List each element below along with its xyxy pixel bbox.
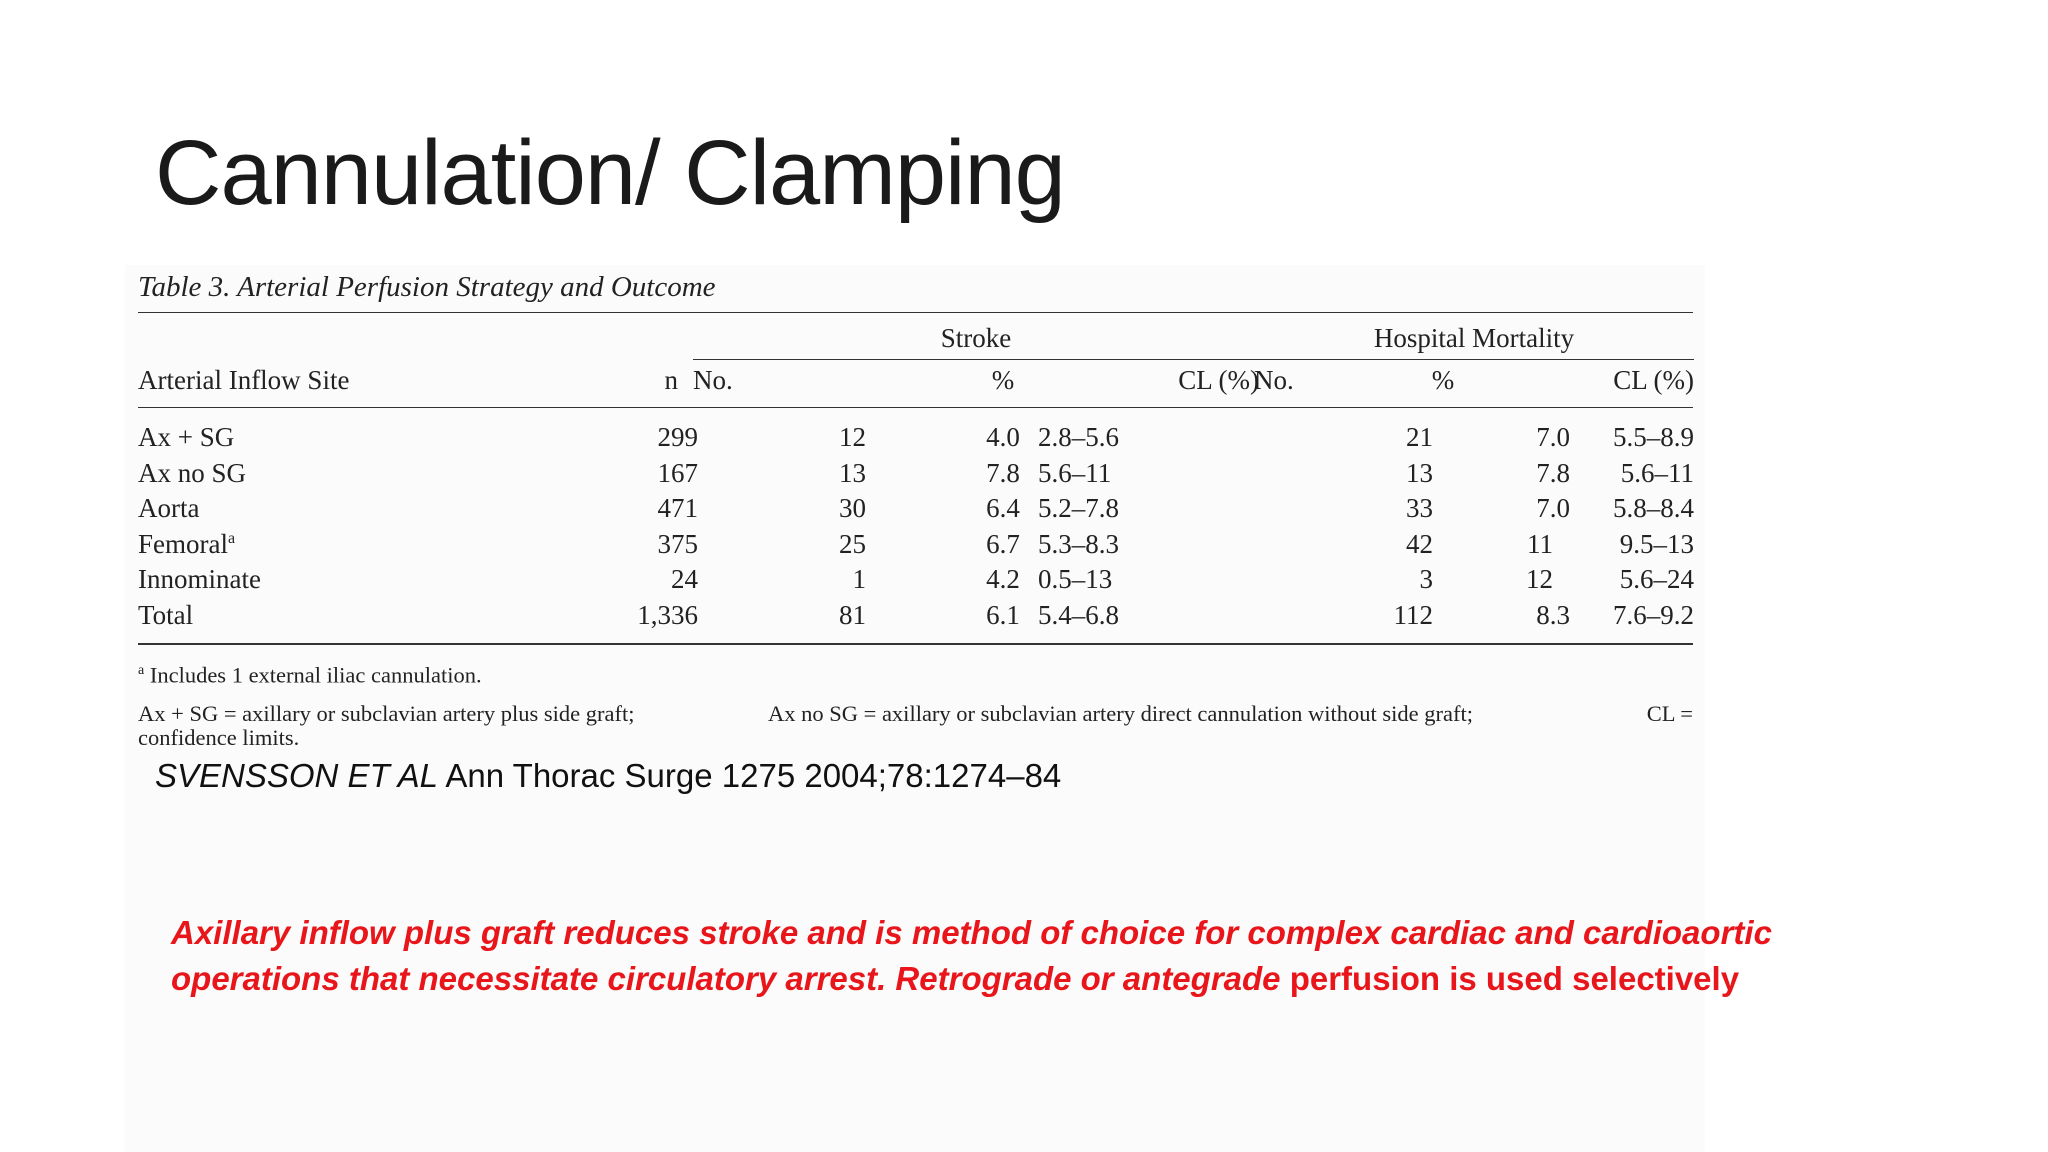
footnote-text: Includes 1 external iliac cannulation.	[149, 662, 482, 688]
cell-stroke-pct: 4.0	[986, 422, 1020, 452]
cell-mortality-cl: 5.5–8.9	[1613, 422, 1694, 452]
cell-stroke-cl: 5.2–7.8	[1038, 493, 1119, 523]
cell-site: Innominate	[138, 564, 261, 594]
table-row	[138, 456, 1693, 492]
cell-mortality-no: 21	[1406, 422, 1433, 452]
table-bottom-rule	[138, 643, 1693, 645]
cell-stroke-no: 13	[839, 457, 866, 488]
cell-stroke-no: 30	[839, 493, 866, 523]
cell-mortality-pct: 7.0	[1536, 422, 1570, 452]
cell-site-text: Femoral	[138, 528, 228, 559]
col-header-site: Arterial Inflow Site	[138, 365, 350, 395]
abbrev-cl-definition: confidence limits.	[138, 724, 300, 750]
cell-stroke-no: 12	[839, 422, 866, 452]
conclusion-italic: Axillary inflow plus graft reduces stroke and is method of choice for complex cardiac and cardioaortic operations that necessitate circulatory arrest. Retrograde or antegrade	[171, 914, 1772, 997]
cell-site: Ax no SG	[138, 457, 247, 488]
cell-stroke-pct: 6.7	[986, 528, 1020, 559]
cell-mortality-pct: 8.3	[1536, 599, 1570, 630]
cell-stroke-cl: 0.5–13	[1038, 564, 1113, 594]
col-header-stroke-cl: CL (%)	[1178, 365, 1259, 395]
group-stroke: Stroke	[940, 323, 1012, 353]
col-header-mortality-pct: %	[1431, 365, 1455, 395]
citation-source: Ann Thorac Surge 1275 2004;78:1274–84	[438, 757, 1062, 794]
cell-mortality-pct: 11	[1527, 528, 1553, 559]
group-mortality: Hospital Mortality	[1373, 323, 1575, 353]
cell-mortality-cl: 7.6–9.2	[1613, 599, 1694, 630]
cell-mortality-cl: 9.5–13	[1619, 528, 1694, 559]
cell-mortality-cl: 5.6–24	[1619, 564, 1694, 594]
col-header-n: n	[664, 365, 678, 395]
cell-mortality-no: 3	[1419, 564, 1433, 594]
col-header-stroke-no: No.	[693, 365, 733, 395]
cell-mortality-no: 42	[1406, 528, 1433, 559]
cell-stroke-cl: 5.3–8.3	[1038, 528, 1119, 559]
cell-mortality-pct: 7.8	[1536, 457, 1570, 488]
cell-site: Ax + SG	[138, 422, 235, 452]
table-row	[138, 527, 1693, 563]
slide-title: Cannulation/ Clamping	[155, 122, 1065, 224]
cell-n: 471	[657, 493, 698, 523]
cell-mortality-pct: 12	[1526, 564, 1553, 594]
table-row	[138, 491, 1693, 527]
cell-site: Total	[138, 599, 194, 630]
conclusion-plain: perfusion is used selectively	[1280, 960, 1740, 997]
table-row	[138, 598, 1693, 634]
cell-stroke-no: 25	[839, 528, 866, 559]
cell-n: 1,336	[637, 599, 698, 630]
col-header-mortality-no: No.	[1254, 365, 1294, 395]
col-header-mortality-cl: CL (%)	[1613, 365, 1694, 395]
footnote	[138, 659, 1693, 688]
citation	[155, 757, 1061, 795]
cell-stroke-pct: 7.8	[986, 457, 1020, 488]
cell-n: 375	[657, 528, 698, 559]
table-group-header	[138, 313, 1693, 359]
abbrev-ax-no-sg: Ax no SG = axillary or subclavian artery direct cannulation without side graft;	[768, 700, 1473, 726]
table-body	[138, 408, 1693, 643]
cell-mortality-cl: 5.6–11	[1620, 457, 1694, 488]
cell-mortality-no: 112	[1393, 599, 1433, 630]
cell-n: 299	[657, 422, 698, 452]
conclusion-text	[171, 910, 1831, 1002]
cell-stroke-pct: 6.4	[986, 493, 1020, 523]
cell-mortality-no: 13	[1406, 457, 1433, 488]
abbrev-ax-sg: Ax + SG = axillary or subclavian artery plus side graft;	[138, 700, 635, 726]
cell-stroke-no: 81	[839, 599, 866, 630]
col-header-stroke-pct: %	[991, 365, 1015, 395]
cell-n: 167	[657, 457, 698, 488]
footnote-marker: a	[138, 663, 145, 678]
cell-mortality-cl: 5.8–8.4	[1613, 493, 1694, 523]
cell-site	[138, 529, 235, 560]
cell-stroke-no: 1	[852, 564, 866, 594]
table-notes	[138, 659, 1693, 750]
outcome-table	[138, 262, 1693, 750]
table-header-row	[138, 359, 1693, 407]
citation-authors: SVENSSON ET AL	[155, 757, 439, 794]
cell-site: Aorta	[138, 493, 200, 523]
table-row	[138, 420, 1693, 456]
cell-stroke-cl: 2.8–5.6	[1038, 422, 1119, 452]
cell-mortality-no: 33	[1406, 493, 1433, 523]
cell-n: 24	[671, 564, 698, 594]
cell-stroke-cl: 5.6–11	[1038, 457, 1112, 488]
abbreviations	[138, 702, 1693, 750]
table-caption: Table 3. Arterial Perfusion Strategy and Outcome	[138, 271, 716, 303]
cell-stroke-cl: 5.4–6.8	[1038, 599, 1119, 630]
cell-stroke-pct: 6.1	[986, 599, 1020, 630]
table-row	[138, 562, 1693, 598]
abbrev-cl: CL =	[1646, 700, 1693, 726]
cell-stroke-pct: 4.2	[986, 564, 1020, 594]
footnote-marker: a	[227, 529, 236, 547]
cell-mortality-pct: 7.0	[1536, 493, 1570, 523]
